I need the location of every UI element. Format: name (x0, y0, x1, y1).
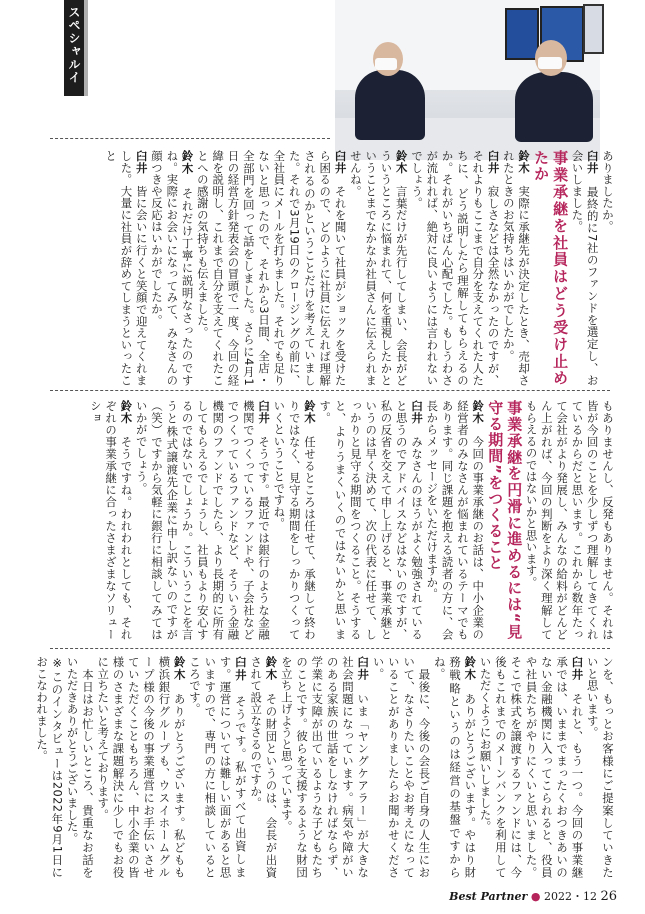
interviewee-figure (515, 72, 593, 142)
page-number: 26 (600, 889, 617, 904)
article-column-2: もありませんし、反発もありません。それは皆が今回のことを少しずつ理解してきてくれているからだと思います。これから数年たって会社がより発展し、みんなの給料がどんどん上がれば、今回の判断をより深く理解してもらえるのではないかと思います。 事業承継を円滑に進めるには“見守る期間”をつくること 鈴木 今回の事業承継のお話は、中小企業の経営者のみなさんが悩まれているテーマでもあります。同じ課題を抱える読者の方に、会長からメッセージをいただけますか。 臼井 みなさんのほうがよく勉強されていると思うのでアドバイスなどはないのですが、私の反省を交えて申し上げると、事業承継というのは早く決めて、次の代表に任せて、しっかりと見守る期間をつくること。そうすると、よりうまくいくのではないかと思います。 鈴木 任せるところは任せて、承継して終わりではなく、見守る期間をしっかりつくっていくということですね。 臼井 そうです。最近では銀行のような金融機関でつくっているファンドや、子会社などでつくっているファンドなど、そういう金融機関のファンドでしたら、より長期的に所有してもらえるでしょうし、社員もより安心するのではないでしょうか。こういうことを言うと株式譲渡先企業に申し訳ないのですが（笑）ですから気軽に銀行に相談してみてはいかがでしょう。 鈴木 そうですね。われわれとしても、それぞれの事業承継に合ったさまざまなソリューショ (88, 400, 615, 641)
tag-accent-bar (84, 0, 88, 96)
face-mask (375, 58, 397, 70)
interview-photo (335, 0, 600, 160)
article-column-1: ありましたか。 臼井 最終的に7社のファンドを選定し、お会いしました。 事業承継を社員はどう受け止めたか 鈴木 実際に承継先が決定したとき、売却されたときのお気持ちはいかがでしたか。 臼井 寂しさなどは全然なかったのですが、それよりもここまで自分を支えてくれた人たちに、どう説明したら理解してもらえるのか。それがいちばん心配でした。もしうわさが流れれば、絶対に良いようには言われないでしょう。 鈴木 言葉だけが先行してしまい、会長がどういうところに悩まれて、何を重視したかということまでなかなか社員さんに伝えられませんね。 臼井 それを聞いて社員がショックを受けたら困るので、どのように社員に伝えれば理解されるのかということだけを考えていました。それで3月19日のクロージングの前に、全社員にメールを打ちました。それでも足りないと思ったので、それから3日間、全店・全部門を回って話をしました。さらに4月1日の経営方針発表会の冒頭で一度、今回の経緯を説明し、これまで自分を支えてくれたことへの感謝の気持ちも伝えました。 鈴木 それだけ丁寧に説明なさったのですね。実際にお会いになってみて、みなさんの顔つきや反応はいかがでしたか。 臼井 皆に会いに行くと笑顔で迎えてくれました。大量に社員が辞めてしまうといったこと (104, 150, 615, 387)
page-footer (449, 888, 617, 904)
magazine-name: Best Partner (449, 890, 528, 903)
section-heading: 事業承継を社員はどう受け止めたか (532, 150, 570, 386)
section-heading: 事業承継を円滑に進めるには“見守る期間”をつくること (486, 400, 524, 640)
footer-dot-icon: ● (530, 890, 541, 903)
interviewer-figure (355, 70, 425, 140)
article-column-3: ンを、もっとお客様にご提案していきたいと思います。 臼井 それと、もう一つ。今回の事業継承では、いままでまったくおつきあいのない金融機関に入ってこられると、役員や社員たちがやりにくいと思いました。そこで株式を譲渡するファンドには、今後もこれまでのメーンバンクを利用していただくようにお願いしました。 鈴木 ありがとうございます。やはり財務戦略というのは経営の基盤ですからね。 最後に、今後の会長ご自身の人生において、なさりたいことやお考えになっていることがありましたらお聞かせください。 臼井 いま「ヤングケアラー」が大きな社会問題になっています。病気や障がいのある家族の世話をしなければならず、学業に支障が出ているような子どもたちのことです。彼らを支援するような財団を立ち上げようと思っています。 鈴木 その財団というのは、会長が出資されて設立なさるのですか。 臼井 そうです。私がすべて出資します。運営については難しい面があると思いますので、専門の方に相談しているところです。 鈴木 ありがとうございます。私どもも横浜銀行グループも、ウスイホームグループ様の今後の事業運営にお手伝いさせていただくこともちろん、中小企業の皆様のさまざまな課題解決に少しでもお役に立ちたいと考えております。 本日はお忙しいところ、貴重なお話をいただきありがとうございました。 ※このインタビューは2022年9月1日におこなわれました。 (35, 656, 615, 879)
framed-picture (583, 4, 604, 54)
footnote: ※このインタビューは2022年9月1日におこなわれました。 (35, 656, 65, 878)
face-mask (538, 57, 562, 69)
framed-jersey-1 (505, 8, 539, 60)
special-interview-tag: スペシャルインタビュー (64, 0, 84, 96)
section-divider (50, 138, 330, 139)
issue-date: 2022・12 (543, 890, 597, 903)
section-divider (50, 390, 610, 391)
section-divider (50, 648, 610, 649)
